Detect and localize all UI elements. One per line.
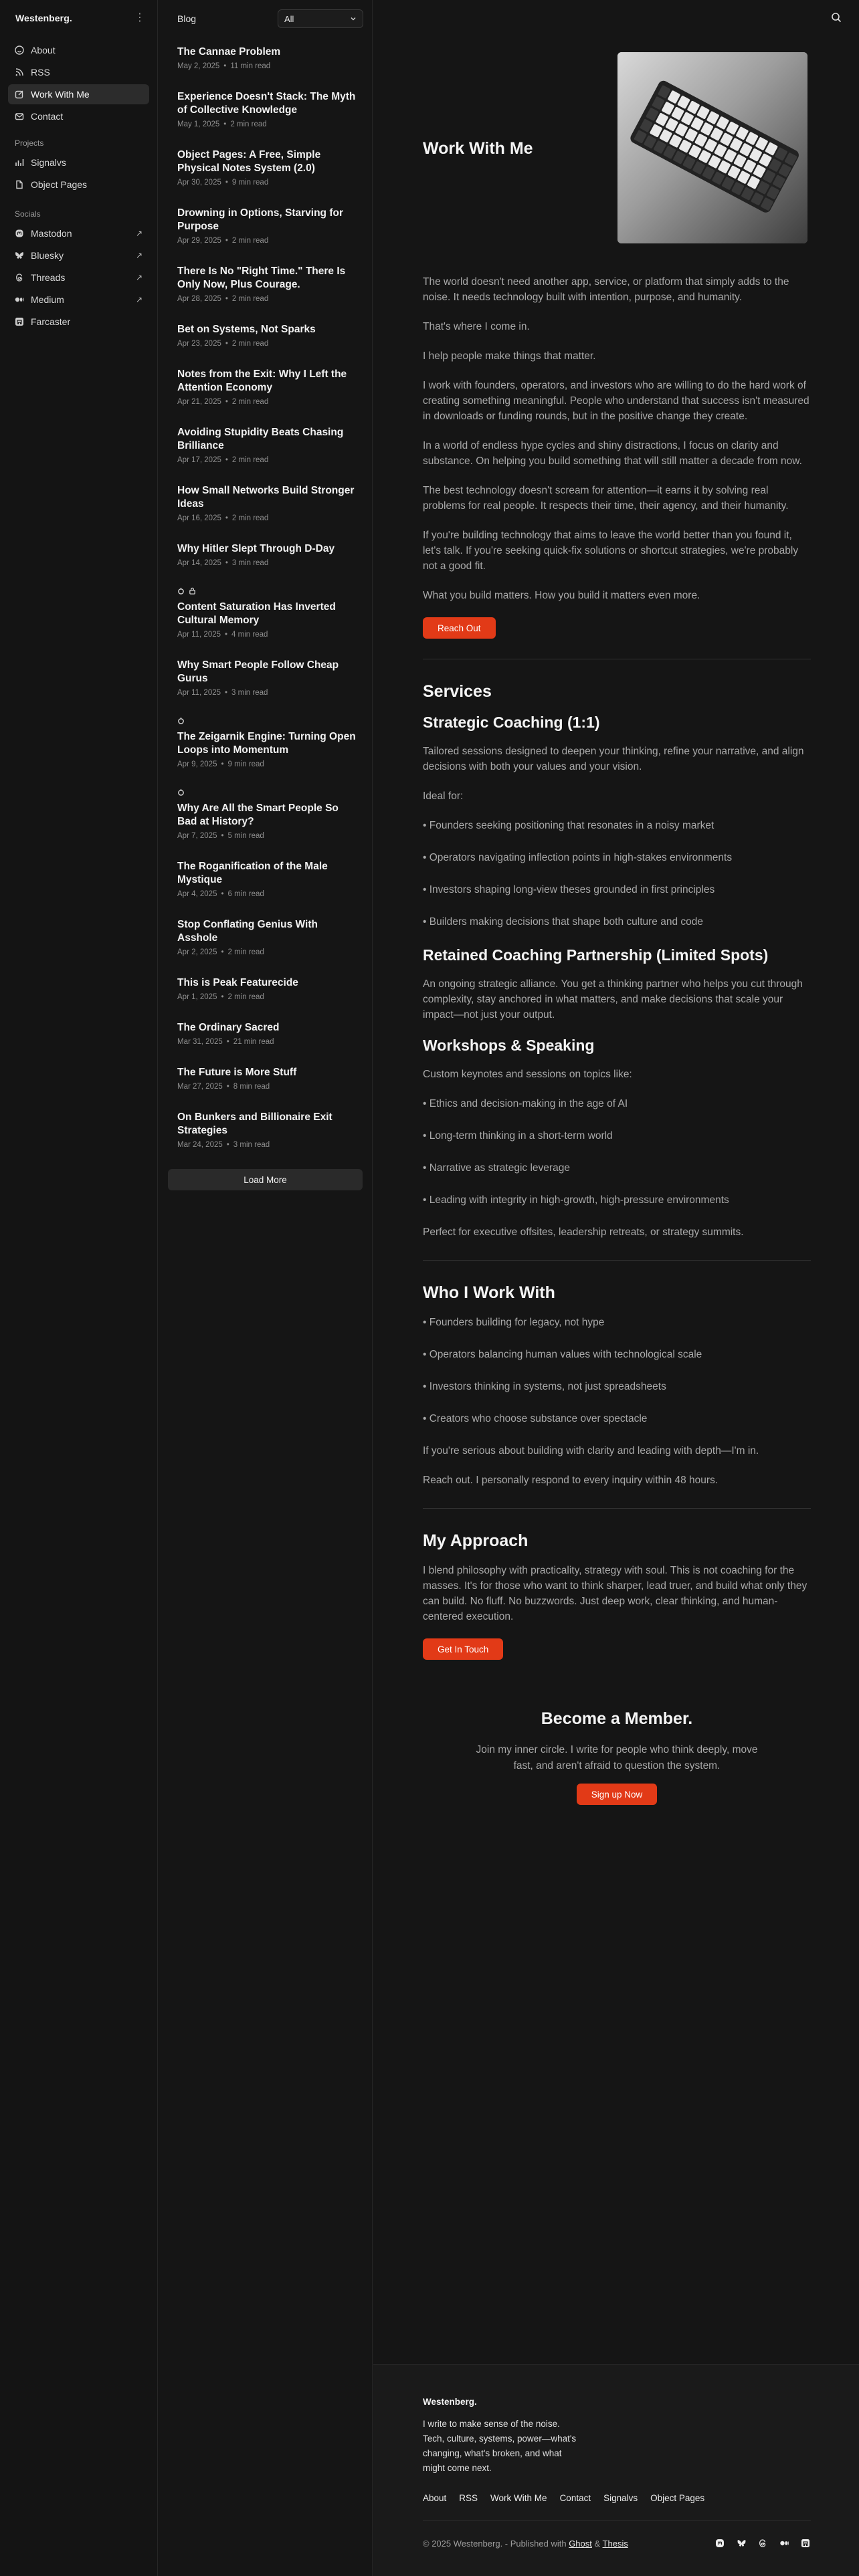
post-title[interactable]: There Is No "Right Time." There Is Only Now, Plus Courage. <box>177 265 346 290</box>
post-read-time: 2 min read <box>227 993 264 1001</box>
post-read-time: 3 min read <box>231 689 268 697</box>
services-section <box>423 682 811 1240</box>
post-read-time: 6 min read <box>227 890 264 898</box>
meta-separator: • <box>225 179 228 187</box>
meta-separator: • <box>225 398 228 406</box>
sidebar-item-label: About <box>31 45 56 56</box>
post-title[interactable]: Object Pages: A Free, Simple Physical Notes System (2.0) <box>177 149 321 174</box>
workshops-description: Custom keynotes and sessions on topics like: <box>423 1069 632 1080</box>
approach-heading: My Approach <box>423 1531 529 1550</box>
post-meta <box>177 948 359 956</box>
meta-separator: • <box>221 760 224 768</box>
who-paragraph: Reach out. I personally respond to every inquiry within 48 hours. <box>423 1475 719 1486</box>
mastodon-icon[interactable] <box>714 2538 725 2549</box>
meta-separator: • <box>221 890 224 898</box>
post-meta <box>177 993 359 1001</box>
footer-tagline: I write to make sense of the noise. Tech, culture, systems, power—what's changing, what's broken, and what might come next. <box>423 2419 577 2473</box>
sidebar-item-contact[interactable] <box>8 106 149 126</box>
site-logo[interactable]: Westenberg. <box>15 13 72 23</box>
sidebar-item-bluesky[interactable] <box>8 245 149 265</box>
post-date: May 1, 2025 <box>177 120 220 128</box>
post-title[interactable]: The Zeigarnik Engine: Turning Open Loops into Momentum <box>177 731 356 756</box>
meta-separator: • <box>223 120 227 128</box>
link-icon <box>177 717 185 726</box>
farcaster-icon[interactable] <box>800 2538 811 2549</box>
list-item: • Investors shaping long-view theses grounded in first principles <box>423 884 715 895</box>
list-item: • Ethics and decision-making in the age of AI <box>423 1098 628 1109</box>
copyright-amp: & <box>591 2539 603 2549</box>
post-title[interactable]: Why Are All the Smart People So Bad at History? <box>177 802 339 827</box>
medium-icon <box>15 295 24 304</box>
sidebar-item-rss[interactable] <box>8 62 149 82</box>
blog-filter-select[interactable] <box>278 9 363 28</box>
chevron-down-icon <box>350 14 357 24</box>
meta-separator: • <box>225 456 228 464</box>
footer-nav <box>423 2493 704 2503</box>
post-meta <box>177 237 359 245</box>
retained-coaching-description: An ongoing strategic alliance. You get a thinking partner who helps you cut through complexity, stay anchored in what matters, and make decisions that scale your impact—not just your output. <box>423 978 803 1021</box>
post-meta <box>177 179 359 187</box>
post-read-time: 2 min read <box>231 398 269 406</box>
list-item: • Creators who choose substance over spectacle <box>423 1413 648 1424</box>
copyright-text: © 2025 Westenberg. - Published with <box>423 2539 569 2549</box>
post-meta <box>177 514 359 522</box>
post-date: Mar 24, 2025 <box>177 1141 223 1149</box>
bluesky-icon[interactable] <box>736 2538 747 2549</box>
sign-up-button[interactable]: Sign up Now <box>577 1784 658 1805</box>
get-in-touch-button[interactable]: Get In Touch <box>423 1638 503 1660</box>
intro-paragraph: I help people make things that matter. <box>423 350 596 362</box>
bluesky-icon <box>15 251 24 260</box>
footer-link-work-with-me[interactable]: Work With Me <box>490 2493 547 2503</box>
post-date: Apr 23, 2025 <box>177 340 221 348</box>
external-link-icon: ↗ <box>135 273 142 282</box>
post-date: Mar 27, 2025 <box>177 1083 223 1091</box>
sidebar-item-label: Object Pages <box>31 179 88 190</box>
footer-link-about[interactable]: About <box>423 2493 447 2503</box>
services-heading: Services <box>423 682 492 701</box>
sidebar-item-about[interactable] <box>8 40 149 60</box>
post-title[interactable]: Why Hitler Slept Through D-Day <box>177 543 335 554</box>
post-date: May 2, 2025 <box>177 62 220 70</box>
post-read-time: 4 min read <box>231 631 268 639</box>
meta-separator: • <box>225 631 228 639</box>
post-meta <box>177 456 359 464</box>
workshops-outro: Perfect for executive offsites, leadership retreats, or strategy summits. <box>423 1226 744 1238</box>
post-title[interactable]: How Small Networks Build Stronger Ideas <box>177 485 355 510</box>
footer-social-links <box>714 2538 811 2549</box>
intro-paragraph: In a world of endless hype cycles and shiny distractions, I focus on clarity and substance. On helping you build something that will still matter a decade from now. <box>423 440 802 467</box>
list-item: • Investors thinking in systems, not just spreadsheets <box>423 1381 666 1392</box>
post-item[interactable] <box>177 323 359 348</box>
meta-separator: • <box>226 1141 229 1149</box>
post-date: Apr 2, 2025 <box>177 948 217 956</box>
post-read-time: 9 min read <box>231 179 269 187</box>
post-item[interactable] <box>177 542 359 567</box>
post-item[interactable] <box>177 717 359 768</box>
sidebar-item-threads[interactable] <box>8 267 149 288</box>
membership-description: Join my inner circle. I write for people who think deeply, move fast, and aren't afraid to question the system. <box>476 1744 758 1772</box>
post-meta <box>177 120 359 128</box>
meta-separator: • <box>226 1083 229 1091</box>
post-title[interactable]: The Roganification of the Male Mystique <box>177 861 328 885</box>
sidebar-item-label: Signalvs <box>31 157 66 168</box>
intro-paragraph: The best technology doesn't scream for attention—it earns it by solving real problems for real people. It respects their time, their agency, and their humanity. <box>423 485 789 512</box>
list-item: • Founders building for legacy, not hype <box>423 1317 605 1328</box>
post-title[interactable]: Avoiding Stupidity Beats Chasing Brilliance <box>177 427 344 451</box>
ideal-for-label: Ideal for: <box>423 790 464 802</box>
post-badges <box>177 788 359 798</box>
meta-separator: • <box>225 689 228 697</box>
footer-link-signalvs[interactable]: Signalvs <box>603 2493 638 2503</box>
post-item[interactable] <box>177 976 359 1001</box>
meta-separator: • <box>225 295 228 303</box>
post-meta <box>177 1083 359 1091</box>
post-date: Apr 4, 2025 <box>177 890 217 898</box>
sidebar-nav <box>0 36 157 332</box>
sidebar-item-label: Work With Me <box>31 89 90 100</box>
post-item[interactable] <box>177 45 359 70</box>
post-meta <box>177 1038 359 1046</box>
post-meta <box>177 559 359 567</box>
sidebar-item-label: RSS <box>31 67 50 78</box>
post-read-time: 8 min read <box>233 1083 270 1091</box>
meta-separator: • <box>221 993 224 1001</box>
post-meta <box>177 689 359 697</box>
post-title[interactable]: Why Smart People Follow Cheap Gurus <box>177 659 339 684</box>
post-title[interactable]: Stop Conflating Genius With Asshole <box>177 919 318 944</box>
sidebar-item-signalvs[interactable] <box>8 152 149 173</box>
blog-filter-value: All <box>284 13 294 24</box>
post-item[interactable] <box>177 1066 359 1091</box>
post-meta <box>177 832 359 840</box>
chart-icon <box>15 158 24 167</box>
post-date: Apr 11, 2025 <box>177 689 221 697</box>
meta-separator: • <box>225 237 228 245</box>
post-item[interactable] <box>177 207 359 245</box>
sidebar-item-label: Contact <box>31 111 64 122</box>
post-read-time: 2 min read <box>230 120 267 128</box>
post-read-time: 2 min read <box>231 237 269 245</box>
intro-paragraph: That's where I come in. <box>423 321 530 332</box>
post-item[interactable] <box>177 659 359 697</box>
keyboard-feature-image <box>617 52 807 243</box>
post-title[interactable]: Notes from the Exit: Why I Left the Attention Economy <box>177 368 347 393</box>
strategic-coaching-heading: Strategic Coaching (1:1) <box>423 714 600 731</box>
post-title[interactable]: Bet on Systems, Not Sparks <box>177 324 316 335</box>
page-title: Work With Me <box>423 139 533 158</box>
post-title[interactable]: The Cannae Problem <box>177 46 281 58</box>
list-item: • Narrative as strategic leverage <box>423 1162 570 1174</box>
post-date: Mar 31, 2025 <box>177 1038 223 1046</box>
list-item: • Operators navigating inflection points in high-stakes environments <box>423 852 733 863</box>
smile-icon <box>15 45 24 55</box>
more-menu-icon[interactable]: ⋮ <box>134 12 145 23</box>
post-item[interactable] <box>177 788 359 840</box>
who-paragraph: If you're serious about building with clarity and leading with depth—I'm in. <box>423 1445 759 1457</box>
thesis-link[interactable]: Thesis <box>602 2539 628 2549</box>
membership-heading: Become a Member. <box>541 1709 693 1728</box>
footer-link-object-pages[interactable]: Object Pages <box>650 2493 705 2503</box>
projects-heading: Projects <box>15 138 44 148</box>
blog-list-title: Blog <box>177 13 197 24</box>
edit-icon <box>15 90 24 99</box>
post-title[interactable]: The Ordinary Sacred <box>177 1022 280 1033</box>
external-link-icon: ↗ <box>135 295 142 304</box>
post-date: Apr 9, 2025 <box>177 760 217 768</box>
post-meta <box>177 631 359 639</box>
workshops-heading: Workshops & Speaking <box>423 1037 595 1054</box>
reach-out-button[interactable]: Reach Out <box>423 617 496 639</box>
left-sidebar <box>0 0 158 2576</box>
divider <box>423 1508 811 1509</box>
who-heading: Who I Work With <box>423 1283 555 1302</box>
approach-description: I blend philosophy with practicality, strategy with soul. This is not coaching for the masses. It's for those who want to think sharper, lead truer, and build what only they can build. No fluff. No buzzwords. Just deep work, clear thinking, and human-centered execution. <box>423 1565 807 1622</box>
intro-paragraph: I work with founders, operators, and investors who are willing to do the hard work of creating something meaningful. People who understand that success isn't measured in downloads or funding rounds, but in the positive change they create. <box>423 380 809 422</box>
copyright <box>423 2539 628 2549</box>
site-footer <box>373 2364 859 2576</box>
medium-icon[interactable] <box>779 2538 789 2549</box>
post-read-time: 21 min read <box>233 1038 274 1046</box>
meta-separator: • <box>225 559 228 567</box>
post-title[interactable]: On Bunkers and Billionaire Exit Strategies <box>177 1111 332 1136</box>
footer-logo[interactable]: Westenberg. <box>423 2397 477 2407</box>
post-item[interactable] <box>177 265 359 303</box>
post-title[interactable]: Drowning in Options, Starving for Purpose <box>177 207 343 232</box>
post-title[interactable]: The Future is More Stuff <box>177 1067 297 1078</box>
list-item: • Operators balancing human values with technological scale <box>423 1349 702 1360</box>
post-date: Apr 29, 2025 <box>177 237 221 245</box>
post-title[interactable]: This is Peak Featurecide <box>177 977 298 988</box>
blog-list-panel <box>159 0 373 2576</box>
post-item[interactable] <box>177 918 359 956</box>
sidebar-item-medium[interactable] <box>8 290 149 310</box>
post-read-time: 2 min read <box>231 340 269 348</box>
intro-paragraph: The world doesn't need another app, service, or platform that simply adds to the noise. It needs technology built with intention, purpose, and humanity. <box>423 276 789 303</box>
threads-icon <box>15 273 24 282</box>
intro-section <box>423 274 811 639</box>
load-more-button[interactable]: Load More <box>168 1169 363 1190</box>
post-date: Apr 16, 2025 <box>177 514 221 522</box>
sidebar-item-label: Farcaster <box>31 316 71 327</box>
footer-link-rss[interactable]: RSS <box>459 2493 478 2503</box>
membership-cta <box>423 1709 811 1805</box>
post-item[interactable] <box>177 90 359 128</box>
post-item[interactable] <box>177 368 359 406</box>
intro-paragraph: What you build matters. How you build it matters even more. <box>423 590 700 601</box>
post-item[interactable] <box>177 484 359 522</box>
approach-section <box>423 1531 811 1660</box>
post-read-time: 11 min read <box>230 62 271 70</box>
post-date: Apr 14, 2025 <box>177 559 221 567</box>
post-item[interactable] <box>177 860 359 898</box>
sidebar-item-label: Medium <box>31 294 64 305</box>
post-read-time: 2 min read <box>231 514 269 522</box>
post-date: Apr 7, 2025 <box>177 832 217 840</box>
lock-icon <box>189 587 196 597</box>
post-item[interactable] <box>177 1021 359 1046</box>
meta-separator: • <box>223 62 227 70</box>
post-meta <box>177 295 359 303</box>
post-read-time: 3 min read <box>233 1141 270 1149</box>
external-link-icon: ↗ <box>135 251 142 260</box>
link-icon <box>177 788 185 798</box>
sidebar-item-label: Mastodon <box>31 228 72 239</box>
post-item[interactable] <box>177 1111 359 1149</box>
post-meta <box>177 398 359 406</box>
post-meta <box>177 340 359 348</box>
post-date: Apr 17, 2025 <box>177 456 221 464</box>
post-read-time: 2 min read <box>231 456 269 464</box>
post-read-time: 3 min read <box>231 559 269 567</box>
divider <box>423 1260 811 1261</box>
sidebar-item-farcaster[interactable] <box>8 312 149 332</box>
search-icon[interactable] <box>831 12 842 26</box>
sidebar-item-label: Bluesky <box>31 250 64 261</box>
ghost-link[interactable]: Ghost <box>569 2539 592 2549</box>
post-badges <box>177 717 359 726</box>
footer-link-contact[interactable]: Contact <box>559 2493 591 2503</box>
post-read-time: 5 min read <box>227 832 264 840</box>
post-read-time: 2 min read <box>231 295 269 303</box>
post-meta <box>177 760 359 768</box>
post-item[interactable] <box>177 587 359 639</box>
brand-row <box>0 0 157 36</box>
meta-separator: • <box>221 832 224 840</box>
meta-separator: • <box>221 948 224 956</box>
meta-separator: • <box>225 340 228 348</box>
strategic-coaching-description: Tailored sessions designed to deepen your thinking, refine your narrative, and align decisions with both your values and your vision. <box>423 746 804 772</box>
post-item[interactable] <box>177 148 359 187</box>
meta-separator: • <box>226 1038 229 1046</box>
post-meta <box>177 890 359 898</box>
threads-icon[interactable] <box>757 2538 768 2549</box>
list-item: • Leading with integrity in high-growth, high-pressure environments <box>423 1194 729 1206</box>
mail-icon <box>15 112 24 121</box>
list-item: • Founders seeking positioning that resonates in a noisy market <box>423 820 714 831</box>
post-date: Apr 30, 2025 <box>177 179 221 187</box>
farcaster-icon <box>15 317 24 326</box>
post-date: Apr 21, 2025 <box>177 398 221 406</box>
intro-paragraph: If you're building technology that aims to leave the world better than you found it, let's talk. If you're seeking quick-fix solutions or shortcut strategies, we're probably not a good fit. <box>423 530 799 572</box>
post-title[interactable]: Experience Doesn't Stack: The Myth of Collective Knowledge <box>177 91 356 116</box>
external-link-icon: ↗ <box>135 229 142 238</box>
mastodon-icon <box>15 229 24 238</box>
post-item[interactable] <box>177 426 359 464</box>
post-read-time: 9 min read <box>227 760 264 768</box>
post-date: Apr 1, 2025 <box>177 993 217 1001</box>
post-list <box>159 37 372 1149</box>
article-hero <box>423 0 811 274</box>
article <box>423 0 811 1805</box>
sidebar-item-mastodon[interactable] <box>8 223 149 243</box>
page-icon <box>15 180 24 189</box>
blog-list-header <box>159 0 372 37</box>
main-content <box>373 0 859 2576</box>
sidebar-item-object-pages[interactable] <box>8 175 149 195</box>
socials-heading: Socials <box>15 209 41 219</box>
post-date: Apr 11, 2025 <box>177 631 221 639</box>
post-badges <box>177 587 359 597</box>
meta-separator: • <box>225 514 228 522</box>
list-item: • Builders making decisions that shape both culture and code <box>423 916 704 928</box>
post-read-time: 2 min read <box>227 948 264 956</box>
post-date: Apr 28, 2025 <box>177 295 221 303</box>
sidebar-item-work-with-me[interactable] <box>8 84 149 104</box>
post-meta <box>177 1141 359 1149</box>
rss-icon <box>15 68 24 77</box>
sidebar-item-label: Threads <box>31 272 66 283</box>
link-icon <box>177 587 185 597</box>
list-item: • Long-term thinking in a short-term world <box>423 1130 613 1142</box>
who-section <box>423 1283 811 1488</box>
post-meta <box>177 62 359 70</box>
post-title[interactable]: Content Saturation Has Inverted Cultural Memory <box>177 601 336 626</box>
retained-coaching-heading: Retained Coaching Partnership (Limited Spots) <box>423 946 769 964</box>
